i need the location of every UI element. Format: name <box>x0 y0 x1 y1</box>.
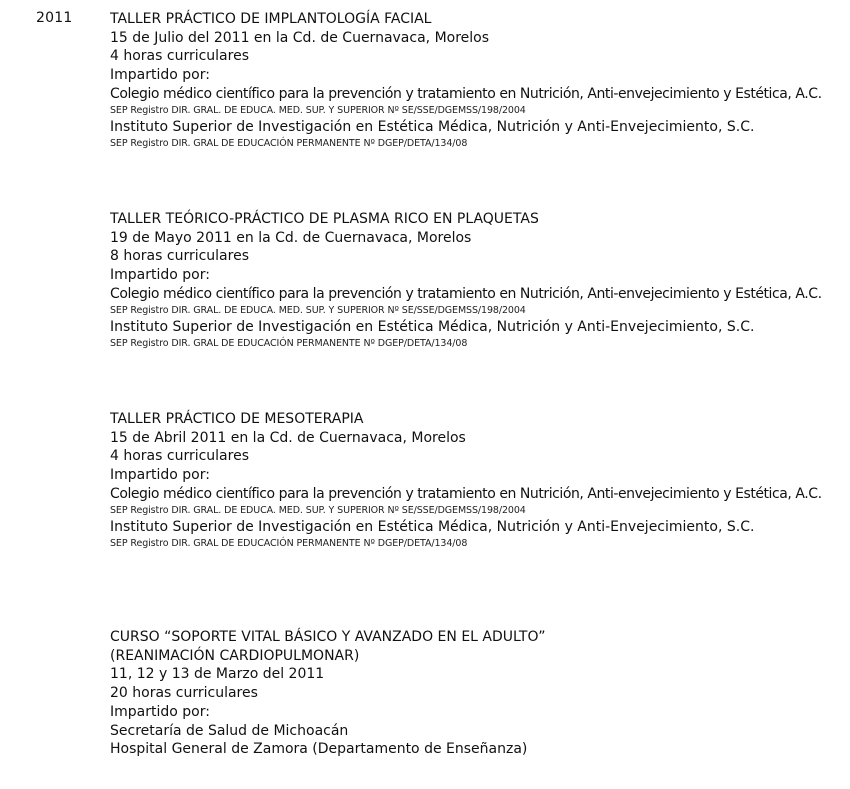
institution-colegio: Colegio médico científico para la prevención y tratamiento en Nutrición, Anti-envejecimiento y Estética, A.C. <box>110 485 822 502</box>
course-subtitle: (REANIMACIÓN CARDIOPULMONAR) <box>110 647 360 664</box>
institution-hospital: Hospital General de Zamora (Departamento de Enseñanza) <box>110 741 528 758</box>
imparted-by-label: Impartido por: <box>110 67 210 84</box>
course-entry-implantologia <box>110 10 845 151</box>
institution-colegio: Colegio médico científico para la prevención y tratamiento en Nutrición, Anti-envejecimiento y Estética, A.C. <box>110 285 822 302</box>
course-date-place: 15 de Abril 2011 en la Cd. de Cuernavaca, Morelos <box>110 429 466 446</box>
institution-instituto: Instituto Superior de Investigación en Estética Médica, Nutrición y Anti-Envejecimiento, S.C. <box>110 319 755 336</box>
course-title: CURSO “SOPORTE VITAL BÁSICO Y AVANZADO EN EL ADULTO” <box>110 629 546 645</box>
institution-instituto: Instituto Superior de Investigación en Estética Médica, Nutrición y Anti-Envejecimiento, S.C. <box>110 519 755 536</box>
year-label: 2011 <box>36 10 73 26</box>
course-entry-plasma <box>110 210 845 351</box>
registry-instituto: SEP Registro DIR. GRAL DE EDUCACIÓN PERMANENTE Nº DGEP/DETA/134/08 <box>110 137 468 149</box>
institution-colegio: Colegio médico científico para la prevención y tratamiento en Nutrición, Anti-envejecimiento y Estética, A.C. <box>110 85 822 102</box>
course-entry-mesoterapia <box>110 410 845 551</box>
course-title: TALLER PRÁCTICO DE MESOTERAPIA <box>110 411 364 427</box>
course-hours: 20 horas curriculares <box>110 685 258 702</box>
registry-colegio: SEP Registro DIR. GRAL. DE EDUCA. MED. SUP. Y SUPERIOR Nº SE/SSE/DGEMSS/198/2004 <box>110 104 526 116</box>
course-hours: 4 horas curriculares <box>110 48 249 65</box>
registry-colegio: SEP Registro DIR. GRAL. DE EDUCA. MED. SUP. Y SUPERIOR Nº SE/SSE/DGEMSS/198/2004 <box>110 504 526 516</box>
course-date-place: 15 de Julio del 2011 en la Cd. de Cuernavaca, Morelos <box>110 29 490 46</box>
registry-instituto: SEP Registro DIR. GRAL DE EDUCACIÓN PERMANENTE Nº DGEP/DETA/134/08 <box>110 537 468 549</box>
course-date-place: 19 de Mayo 2011 en la Cd. de Cuernavaca, Morelos <box>110 229 472 246</box>
imparted-by-label: Impartido por: <box>110 267 210 284</box>
course-hours: 4 horas curriculares <box>110 448 249 465</box>
course-title: TALLER TEÓRICO-PRÁCTICO DE PLASMA RICO EN PLAQUETAS <box>110 211 539 227</box>
course-hours: 8 horas curriculares <box>110 248 249 265</box>
course-date-place: 11, 12 y 13 de Marzo del 2011 <box>110 666 325 683</box>
institution-secretaria: Secretaría de Salud de Michoacán <box>110 722 349 739</box>
imparted-by-label: Impartido por: <box>110 467 210 484</box>
course-title: TALLER PRÁCTICO DE IMPLANTOLOGÍA FACIAL <box>110 11 432 27</box>
registry-instituto: SEP Registro DIR. GRAL DE EDUCACIÓN PERMANENTE Nº DGEP/DETA/134/08 <box>110 337 468 349</box>
imparted-by-label: Impartido por: <box>110 703 210 720</box>
registry-colegio: SEP Registro DIR. GRAL. DE EDUCA. MED. SUP. Y SUPERIOR Nº SE/SSE/DGEMSS/198/2004 <box>110 304 526 316</box>
course-entry-soporte-vital <box>110 628 845 759</box>
institution-instituto: Instituto Superior de Investigación en Estética Médica, Nutrición y Anti-Envejecimiento, S.C. <box>110 119 755 136</box>
